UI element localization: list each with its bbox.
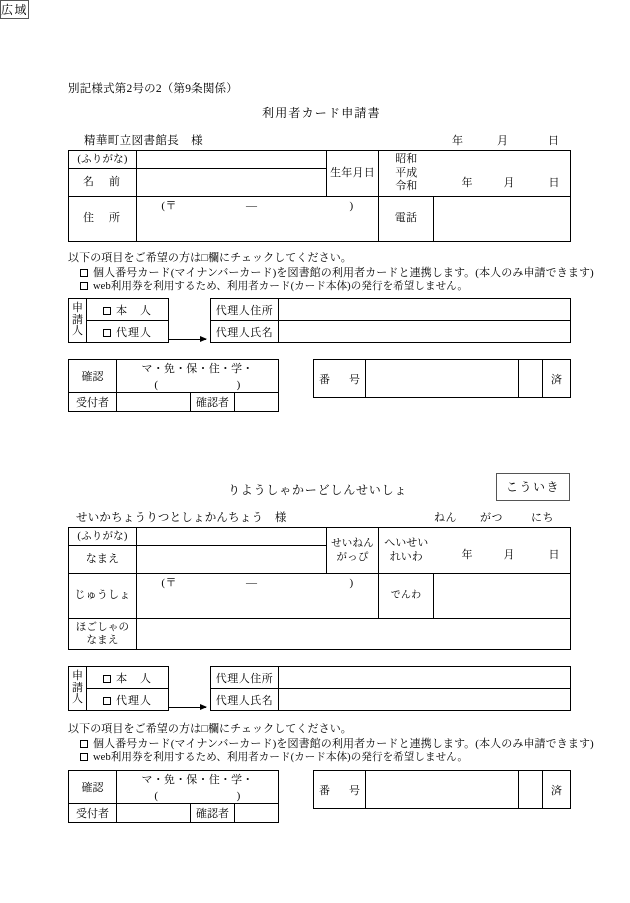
form-1-date-year-label: 年 [452, 135, 464, 147]
form-2-confirm-table [68, 770, 279, 823]
form-2-confirm-items[interactable]: マ・免・保・住・学・( ) [117, 771, 279, 804]
form-1-era-options[interactable] [379, 151, 434, 197]
form-2-wide-area-badge: こういき [496, 473, 570, 501]
form-1-checkbox-webticket[interactable] [80, 282, 88, 290]
form-2-checkbox-self[interactable] [103, 675, 111, 683]
form-2-birth-year-unit: 年 [461, 549, 473, 561]
form-2-address-label: じゅうしょ [69, 574, 137, 619]
form-2-guardian-label-line-1: ほごしゃの [75, 621, 130, 633]
form-1-proxy-address-label: 代理人住所 [211, 299, 279, 321]
form-2-number-extra-cell[interactable] [519, 771, 543, 809]
form-2-era-options[interactable] [379, 528, 434, 574]
form-1-checkbox-self[interactable] [103, 307, 111, 315]
form-1-era-showa[interactable]: 昭和 [395, 152, 418, 165]
form-2-zip-line: (〒 ― ) [161, 577, 354, 589]
form-2-applicant-type-table [68, 666, 169, 711]
form-2-done-label: 済 [543, 771, 571, 809]
form-1-instruction-option-2: web利用券を利用するため、利用者カード(カード本体)の発行を希望しません。 [93, 281, 468, 292]
form-2-proxy-arrow-icon [168, 707, 206, 708]
form-1-address-label: 住 所 [69, 197, 137, 242]
form-2-birth-day-unit: 日 [548, 549, 560, 561]
form-1-furigana-input[interactable] [137, 151, 327, 169]
form-1-confirm-label: 確認 [69, 360, 117, 393]
form-1-receiver-label: 受付者 [69, 393, 117, 412]
form-1-phone-label: 電話 [379, 197, 434, 242]
form-1-receiver-input[interactable] [117, 393, 191, 412]
form-1-instruction-option-1-row[interactable] [68, 266, 594, 281]
form-2-phone-label: でんわ [379, 574, 434, 619]
form-2-applicant-table [68, 527, 571, 650]
form-2-applicant-proxy-label: 代理人 [116, 694, 152, 707]
form-1-era-reiwa[interactable]: 令和 [395, 180, 418, 193]
form-2-applicant-proxy-option[interactable] [87, 689, 169, 711]
form-2-applicant-self-label: 本 人 [116, 672, 152, 685]
form-1-birthdate-input[interactable] [434, 151, 571, 197]
form-1-checkbox-mynumber[interactable] [80, 269, 88, 277]
form-1-birth-year-unit: 年 [461, 177, 473, 189]
form-2-title: りようしゃかーどしんせいしょ [228, 483, 408, 497]
form-2-date-month-label: がつ [480, 512, 503, 524]
form-2-applicant-vertical-label [69, 667, 87, 711]
form-2-phone-input[interactable] [434, 574, 571, 619]
form-2-applicant-char-3: 人 [72, 693, 83, 706]
form-2-address-input[interactable] [137, 574, 379, 619]
form-1-confirm-items[interactable]: マ・免・保・住・学・( ) [117, 360, 279, 393]
form-2-proxy-table [210, 666, 571, 711]
form-1-applicant-vertical-label [69, 299, 87, 343]
form-2-instruction-option-2: web利用券を利用するため、利用者カード(カード本体)の発行を希望しません。 [93, 752, 468, 763]
form-1-number-label: 番 号 [314, 360, 366, 398]
form-2-proxy-address-label: 代理人住所 [211, 667, 279, 689]
form-1-birthdate-label: 生年月日 [327, 151, 379, 197]
form-2-checkbox-mynumber[interactable] [80, 740, 88, 748]
form-2-number-label: 番 号 [314, 771, 366, 809]
form-1-wide-area-badge: 広域 [0, 0, 29, 19]
form-2-birthdate-label-line-1: せいねん [331, 538, 374, 550]
form-1-applicant-char-1: 申 [72, 302, 83, 315]
form-2-instruction-lead: 以下の項目をご希望の方は□欄にチェックしてください。 [68, 723, 352, 735]
form-1-applicant-self-label: 本 人 [116, 304, 152, 317]
form-2-addressee: せいかちょうりつとしょかんちょう 様 [76, 512, 287, 524]
form-1-applicant-char-2: 請 [72, 313, 83, 326]
form-1-proxy-address-input[interactable] [279, 299, 571, 321]
form-2-era-reiwa[interactable]: れいわ [389, 550, 423, 563]
form-2-birth-month-unit: 月 [503, 549, 515, 561]
form-2-proxy-address-input[interactable] [279, 667, 571, 689]
form-1-confirm-table [68, 359, 279, 412]
form-2-confirm-label: 確認 [69, 771, 117, 804]
form-1-proxy-table [210, 298, 571, 343]
form-2-number-input[interactable] [366, 771, 519, 809]
form-1-instructions [68, 251, 594, 295]
form-code-label: 別記様式第2号の2（第9条関係） [68, 83, 238, 95]
form-2-applicant-char-2: 請 [72, 681, 83, 694]
form-2-name-input[interactable] [137, 546, 327, 574]
form-1-birth-day-unit: 日 [548, 177, 560, 189]
form-1-proxy-arrow-icon [168, 339, 206, 340]
form-2-number-table [313, 770, 571, 809]
form-1-phone-input[interactable] [434, 197, 571, 242]
form-1-number-input[interactable] [366, 360, 519, 398]
form-1-number-table [313, 359, 571, 398]
form-1-checker-input[interactable] [235, 393, 279, 412]
form-1-name-input[interactable] [137, 169, 327, 197]
form-2-guardian-label [69, 619, 137, 650]
form-2-instruction-option-2-row[interactable] [68, 751, 594, 766]
form-2-name-label: なまえ [69, 546, 137, 574]
form-1-applicant-self-option[interactable] [87, 299, 169, 321]
form-2-proxy-name-label: 代理人氏名 [211, 689, 279, 711]
form-2-birthdate-label [327, 528, 379, 574]
form-2-receiver-label: 受付者 [69, 804, 117, 823]
form-1-instruction-lead: 以下の項目をご希望の方は□欄にチェックしてください。 [68, 252, 352, 264]
form-1-zip-line: (〒 ― ) [161, 200, 354, 212]
form-2-checkbox-webticket[interactable] [80, 753, 88, 761]
form-2-proxy-name-input[interactable] [279, 689, 571, 711]
form-1-title: 利用者カード申請書 [262, 106, 381, 120]
form-2-receiver-input[interactable] [117, 804, 191, 823]
form-1-addressee: 精華町立図書館長 様 [84, 135, 203, 147]
form-2-instruction-option-1: 個人番号カード(マイナンバーカード)を図書館の利用者カードと連携します。(本人のみ申請できます) [93, 737, 594, 750]
form-1-done-label: 済 [543, 360, 571, 398]
form-1-address-input[interactable] [137, 197, 379, 242]
form-2-guardian-label-line-2: なまえ [86, 635, 119, 646]
form-2-checkbox-proxy[interactable] [103, 697, 111, 705]
form-1-applicant-proxy-option[interactable] [87, 321, 169, 343]
form-1-furigana-label: (ふりがな) [69, 151, 137, 169]
form-2-instruction-option-1-row[interactable] [68, 737, 594, 752]
form-2-checker-input[interactable] [235, 804, 279, 823]
form-1-instruction-option-2-row[interactable] [68, 280, 594, 295]
form-1-applicant-proxy-label: 代理人 [116, 326, 152, 339]
form-1-proxy-name-label: 代理人氏名 [211, 321, 279, 343]
form-2-guardian-input[interactable] [137, 619, 571, 650]
form-1-era-heisei[interactable]: 平成 [395, 166, 418, 179]
form-1-checker-label: 確認者 [191, 393, 235, 412]
form-2-checker-label: 確認者 [191, 804, 235, 823]
form-2-birthdate-input[interactable] [434, 528, 571, 574]
form-1-applicant-type-table [68, 298, 169, 343]
form-2-date-year-label: ねん [434, 512, 457, 524]
form-2-era-heisei[interactable]: へいせい [384, 536, 429, 549]
form-2-date-day-label: にち [531, 512, 554, 524]
form-1-name-label: 名 前 [69, 169, 137, 197]
form-2-applicant-char-1: 申 [72, 670, 83, 683]
form-1-applicant-char-3: 人 [72, 325, 83, 338]
form-1-applicant-table [68, 150, 571, 242]
form-1-birth-month-unit: 月 [503, 177, 515, 189]
form-1-number-extra-cell[interactable] [519, 360, 543, 398]
form-1-date-day-label: 日 [548, 135, 560, 147]
form-1-instruction-option-1: 個人番号カード(マイナンバーカード)を図書館の利用者カードと連携します。(本人のみ申請できます) [93, 266, 594, 279]
form-1-proxy-name-input[interactable] [279, 321, 571, 343]
form-1-checkbox-proxy[interactable] [103, 329, 111, 337]
form-2-birthdate-label-line-2: がっぴ [336, 551, 369, 563]
form-2-furigana-label: (ふりがな) [69, 528, 137, 546]
form-2-instructions [68, 722, 594, 766]
form-1-date-month-label: 月 [497, 135, 509, 147]
form-2-applicant-self-option[interactable] [87, 667, 169, 689]
form-2-furigana-input[interactable] [137, 528, 327, 546]
